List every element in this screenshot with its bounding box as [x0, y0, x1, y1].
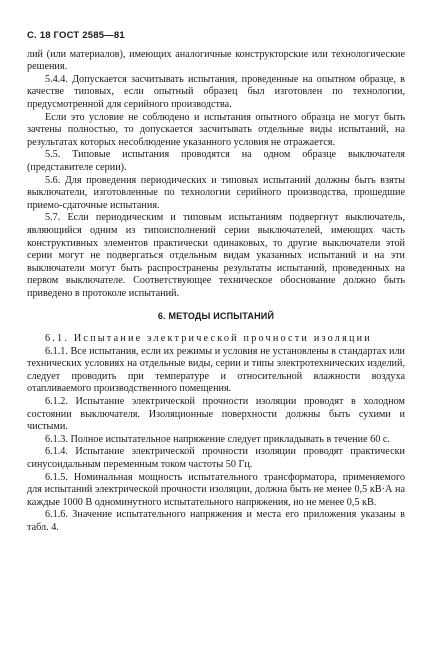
paragraph-6-1-2: 6.1.2. Испытание электрической прочности изоляции проводят в холодном состоянии выключателя. Изоляционные поверхности должны быть сухими и чистыми.	[27, 396, 405, 433]
subsection-6-1-title: 6.1. Испытание электрической прочности изоляции	[45, 333, 372, 345]
paragraph-6-1-1: 6.1.1. Все испытания, если их режимы и условия не установлены в стандартах или технических условиях на отдельные виды, серии и типы электротехнических изделий, следует проводить при температуре и относительной влажности воздуха отапливаемого производственного помещения.	[27, 345, 405, 395]
section-title: 6. МЕТОДЫ ИСПЫТАНИЙ	[157, 311, 275, 322]
paragraph-5-6: 5.6. Для проведения периодических и типовых испытаний должны быть взяты выключатели, изготовленные по технологии серийного производства, прошедшие приемо-сдаточные испытания.	[27, 174, 405, 211]
paragraph-6-1-3: 6.1.3. Полное испытательное напряжение следует прикладывать в течение 60 с.	[45, 433, 390, 445]
page-header: С. 18 ГОСТ 2585—81	[27, 30, 125, 41]
paragraph-continuation: лий (или материалов), имеющих аналогичные конструкторские или технологические решения.	[27, 48, 405, 73]
paragraph-5-7: 5.7. Если периодическим и типовым испытаниям подвергнут выключатель, являющийся одним из типоисполнений серии выключателей, имеющих часть конструктивных элементов практически одинаковых, то другие выключатели этой серии могут не подвергаться отдельным видам указанных испытаний и на эти выключатели могут быть распространены результаты испытаний, проведенных на первом выключателе. Соответствующее техническое обоснование должно быть приведено в протоколе испытаний.	[27, 212, 405, 299]
paragraph-condition: Если это условие не соблюдено и испытания опытного образца не могут быть зачтены полностью, то допускается засчитывать отдельные виды испытаний, на результатах которых несоблюдение указанного условия не отражается.	[27, 111, 405, 148]
paragraph-5-5: 5.5. Типовые испытания проводятся на одном образце выключателя (представителе серии).	[27, 149, 405, 173]
paragraph-6-1-6: 6.1.6. Значение испытательного напряжения и места его приложения указаны в табл. 4.	[27, 509, 405, 533]
paragraph-5-4-4: 5.4.4. Допускается засчитывать испытания, проведенные на опытном образце, в качестве типовых, если опытный образец был изготовлен по технологии, предусмотренной для серийного производства.	[27, 73, 405, 110]
paragraph-6-1-4: 6.1.4. Испытание электрической прочности изоляции проводят практически синусоидальным переменным током частоты 50 Гц.	[27, 446, 405, 470]
paragraph-6-1-5: 6.1.5. Номинальная мощность испытательного трансформатора, применяемого для испытаний электрической прочности изоляции, должна быть не менее 0,5 кВ·А на каждые 1000 В одноминутного испытательного напряжения, но не менее 0,5 кВ.	[27, 471, 405, 508]
